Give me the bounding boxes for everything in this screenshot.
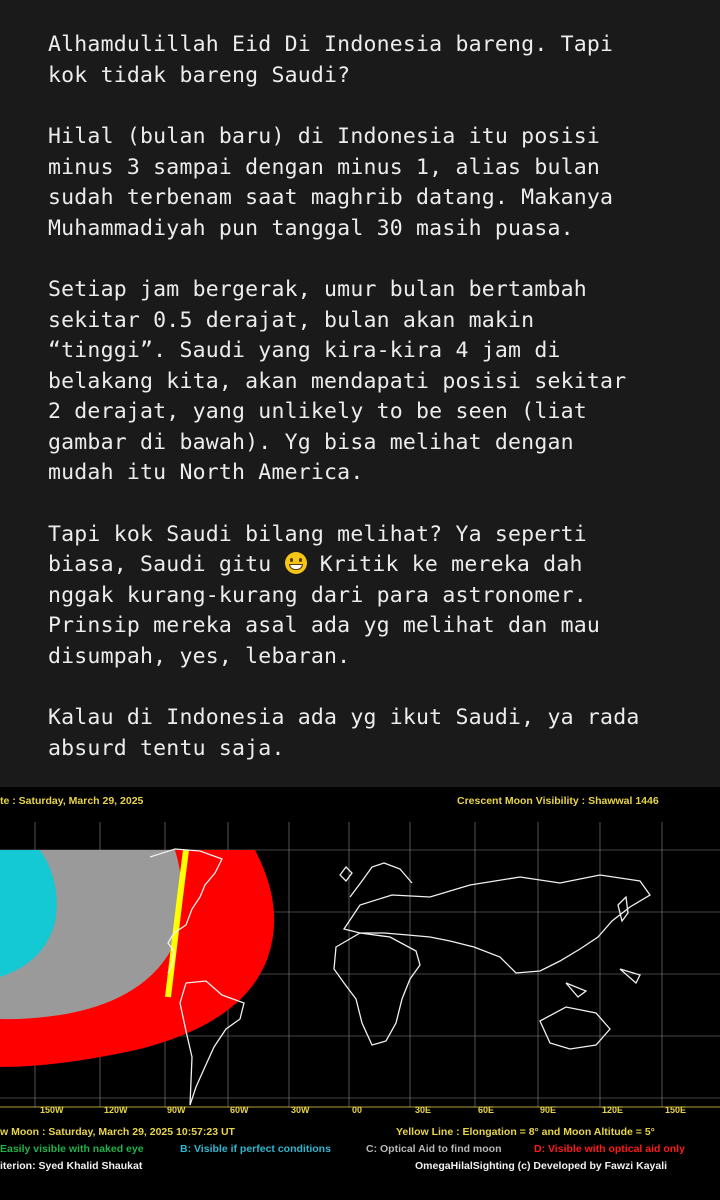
world-map-svg [0, 787, 720, 1200]
credit: OmegaHilalSighting (c) Developed by Fawzi Kayali [415, 1160, 668, 1172]
legend-b: B: Visible if perfect conditions [180, 1143, 331, 1155]
tick-120w: 120W [104, 1105, 128, 1115]
criterion: iterion: Syed Khalid Shaukat [0, 1160, 143, 1172]
tick-30w: 30W [291, 1105, 310, 1115]
paragraph-4-part1: Tapi kok Saudi bilang melihat? Ya seperti biasa, Saudi gitu [48, 521, 587, 577]
yellow-line-legend: Yellow Line : Elongation = 8° and Moon Altitude = 5° [396, 1126, 655, 1138]
tick-120e: 120E [602, 1105, 624, 1115]
post-text [48, 30, 708, 795]
tick-00: 00 [352, 1105, 363, 1115]
paragraph-4 [48, 520, 708, 673]
grinning-face-icon [285, 552, 307, 574]
paragraph-4-part2: Kritik ke mereka dah nggak kurang-kurang dari para astronomer. Prinsip mereka asal ada yg melihat dan mau disumpah, yes, lebaran. [48, 552, 601, 669]
tick-60e: 60E [478, 1105, 495, 1115]
legend-d: D: Visible with optical aid only [534, 1143, 685, 1155]
paragraph-2: Hilal (bulan baru) di Indonesia itu posisi minus 3 sampai dengan minus 1, alias bulan sudah terbenam saat maghrib datang. Makanya Muhammadiyah pun tanggal 30 masih puasa. [48, 124, 614, 241]
paragraph-1: Alhamdulillah Eid Di Indonesia bareng. Tapi kok tidak bareng Saudi? [48, 32, 614, 88]
legend-c: C: Optical Aid to find moon [366, 1143, 502, 1155]
tick-30e: 30E [415, 1105, 432, 1115]
paragraph-5: Kalau di Indonesia ada yg ikut Saudi, ya rada absurd tentu saja. [48, 705, 640, 761]
new-moon-time: w Moon : Saturday, March 29, 2025 10:57:23 UT [0, 1126, 235, 1138]
tick-150e: 150E [665, 1105, 687, 1115]
paragraph-3: Setiap jam bergerak, umur bulan bertambah sekitar 0.5 derajat, bulan akan makin “tinggi”. Saudi yang kira-kira 4 jam di belakang kita, akan mendapati posisi sekitar 2 derajat, yang unlikely to be seen (liat gambar di bawah). Yg bisa melihat dengan mudah itu North America. [48, 277, 627, 485]
tick-90w: 90W [167, 1105, 186, 1115]
moon-visibility-map [0, 787, 720, 1200]
tick-90e: 90E [540, 1105, 557, 1115]
map-date: te : Saturday, March 29, 2025 [0, 795, 144, 807]
tick-60w: 60W [230, 1105, 249, 1115]
tick-150w: 150W [40, 1105, 64, 1115]
legend-a: Easily visible with naked eye [0, 1143, 144, 1155]
map-title: Crescent Moon Visibility : Shawwal 1446 [457, 795, 659, 807]
